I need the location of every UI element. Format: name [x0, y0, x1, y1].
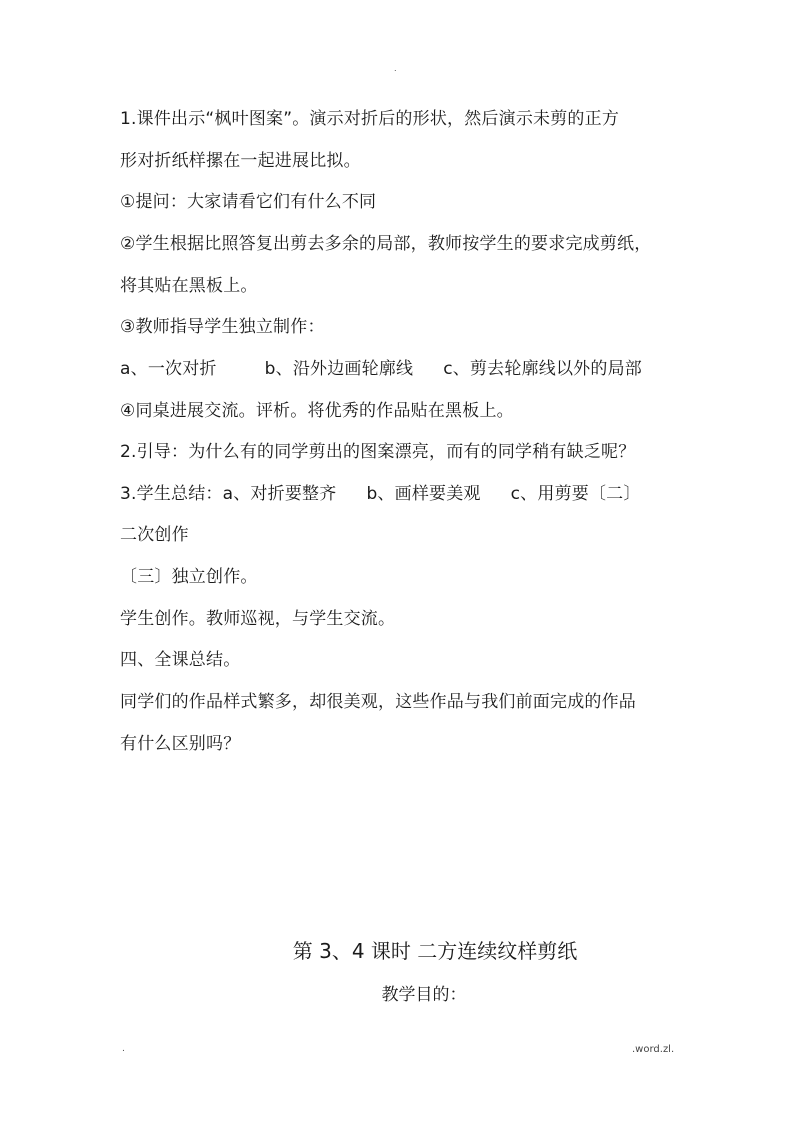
section-title: 第 3、4 课时 二方连续纹样剪纸 — [292, 939, 578, 963]
steps-line — [120, 358, 642, 380]
summary-b: b、画样要美观 — [366, 484, 481, 504]
text-line: ①提问：大家请看它们有什么不同 — [120, 192, 377, 212]
text-line: 2.引导：为什么有的同学剪出的图案漂亮，而有的同学稍有缺乏呢？ — [120, 442, 636, 462]
section-subtitle: 教学目的： — [381, 985, 467, 1005]
text-line: 形对折纸样摞在一起进展比拟。 — [120, 151, 361, 171]
text-line: ④同桌进展交流。评析。将优秀的作品贴在黑板上。 — [120, 401, 514, 421]
text-line: 1.课件出示“枫叶图案”。演示对折后的形状，然后演示未剪的正方 — [120, 109, 620, 129]
text-line: 将其贴在黑板上。 — [120, 276, 258, 296]
header-mark: . — [394, 64, 397, 73]
text-line: 二次创作 — [120, 525, 189, 545]
text-line: ②学生根据比照答复出剪去多余的局部，教师按学生的要求完成剪纸， — [120, 234, 652, 254]
footer-mark: . — [122, 1044, 125, 1054]
step-c: c、剪去轮廓线以外的局部 — [443, 359, 642, 379]
text-line: 有什么区别吗？ — [120, 734, 241, 754]
step-b: b、沿外边画轮廓线 — [264, 359, 414, 379]
summary-line — [120, 483, 641, 505]
summary-a: 3.学生总结：a、对折要整齐 — [120, 484, 337, 504]
text-line: ③教师指导学生独立制作： — [120, 317, 325, 337]
text-line: 四、全课总结。 — [120, 650, 241, 670]
text-line: 〔三〕独立创作。 — [120, 567, 258, 587]
footer-watermark: .word.zl. — [632, 1044, 675, 1055]
summary-c: c、用剪要〔二〕 — [510, 484, 641, 504]
text-line: 学生创作。教师巡视，与学生交流。 — [120, 609, 396, 629]
text-line: 同学们的作品样式繁多，却很美观，这些作品与我们前面完成的作品 — [120, 692, 636, 712]
step-a: a、一次对折 — [120, 359, 217, 379]
